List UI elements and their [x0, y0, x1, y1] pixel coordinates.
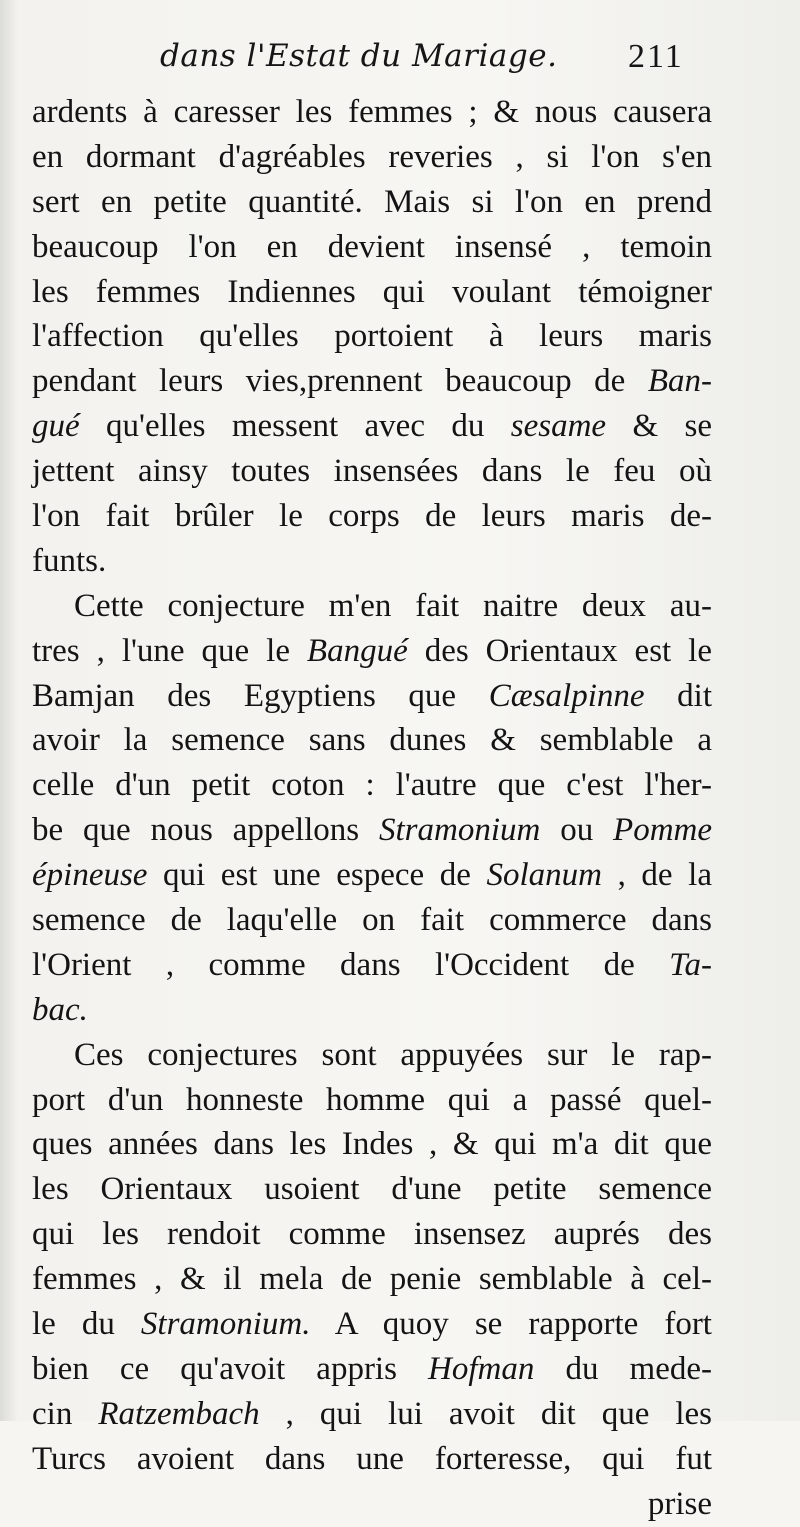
text-line: Bamjan des Egyptiens que Cæsalpinne dit	[32, 677, 712, 714]
text-line: semence de laqu'elle on fait commerce dans	[32, 902, 712, 939]
body-text	[32, 90, 712, 1527]
text-line: l'affection qu'elles portoient à leurs maris	[32, 318, 712, 355]
text-line: gué qu'elles messent avec du sesame & se	[32, 408, 712, 445]
text-line: ardents à caresser les femmes ; & nous causera	[32, 94, 712, 130]
text-line: Ces conjectures sont appuyées sur le rap-	[74, 1036, 712, 1073]
text-line: sert en petite quantité. Mais si l'on en prend	[32, 183, 712, 220]
text-line: les femmes Indiennes qui voulant témoigner	[32, 273, 712, 310]
text-line: jettent ainsy toutes insensées dans le feu où	[32, 453, 712, 490]
text-line: en dormant d'agréables reveries , si l'on s'en	[32, 138, 712, 175]
text-line: funts.	[32, 542, 107, 579]
text-line: épineuse qui est une espece de Solanum , de la	[32, 857, 712, 894]
text-line: Turcs avoient dans une forteresse, qui fut	[32, 1440, 712, 1477]
page-number: 211	[628, 38, 684, 75]
text-line: le du Stramonium. A quoy se rapporte fort	[32, 1306, 712, 1343]
text-line: cin Ratzembach , qui lui avoit dit que les	[32, 1395, 712, 1432]
text-line: celle d'un petit coton : l'autre que c'est l'her-	[32, 767, 712, 804]
text-line: port d'un honneste homme qui a passé quel-	[32, 1081, 712, 1118]
text-line: bac.	[32, 991, 88, 1028]
text-line: be que nous appellons Stramonium ou Pomme	[32, 812, 713, 849]
text-line: pendant leurs vies,prennent beaucoup de Ban-	[32, 363, 712, 400]
text-line: femmes , & il mela de penie semblable à cel-	[32, 1261, 712, 1298]
text-line: avoir la semence sans dunes & semblable a	[32, 722, 712, 759]
text-line: bien ce qu'avoit appris Hofman du mede-	[32, 1350, 712, 1387]
text-line: prise	[647, 1485, 712, 1522]
text-line: Cette conjecture m'en fait naitre deux au-	[74, 587, 712, 624]
text-line: tres , l'une que le Bangué des Orientaux est le	[32, 632, 712, 669]
running-head: dans l'Estat du Mariage.	[160, 38, 558, 74]
text-line: beaucoup l'on en devient insensé , temoin	[32, 228, 712, 265]
text-line: l'Orient , comme dans l'Occident de Ta-	[32, 946, 712, 983]
text-line: l'on fait brûler le corps de leurs maris de-	[32, 498, 712, 535]
text-line: les Orientaux usoient d'une petite semence	[32, 1171, 712, 1208]
text-line: ques années dans les Indes , & qui m'a dit que	[32, 1126, 712, 1163]
text-line: qui les rendoit comme insensez auprés des	[32, 1216, 712, 1253]
page-header	[0, 38, 800, 88]
